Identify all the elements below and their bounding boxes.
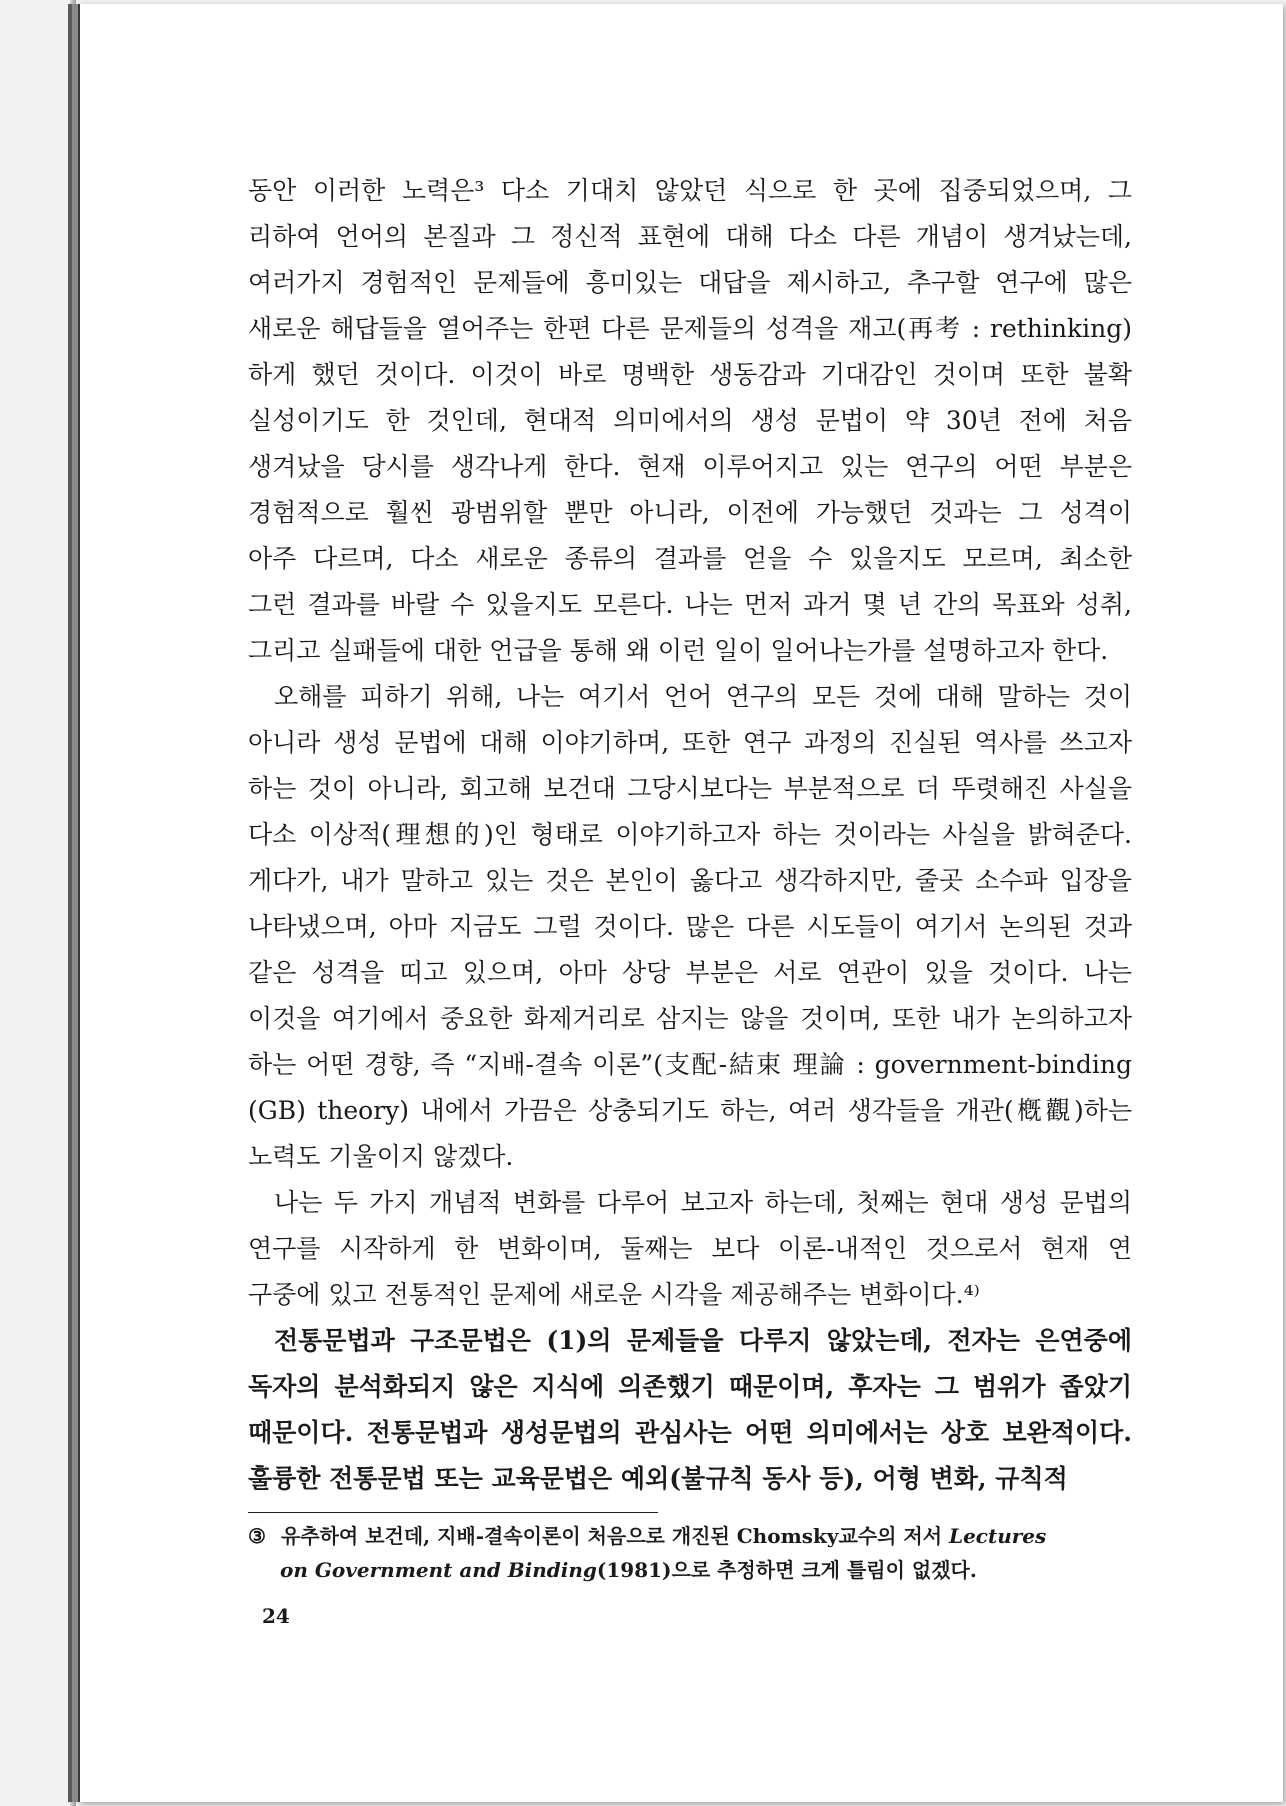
text-line: 같은 성격을 띠고 있으며, 아마 상당 부분은 서로 연관이 있을 것이다. 나는 <box>248 958 1132 987</box>
text-line: 노력도 기울이지 않겠다. <box>248 1142 514 1171</box>
text-line: (GB) theory) 내에서 가끔은 상충되기도 하는, 여러 생각들을 개관(槪觀)하는 <box>248 1096 1132 1125</box>
page-number: 24 <box>262 1604 290 1628</box>
text-line: 하는 것이 아니라, 회고해 보건대 그당시보다는 부분적으로 더 뚜렷해진 사실을 <box>248 774 1132 803</box>
text-line: 다소 이상적(理想的)인 형태로 이야기하고자 하는 것이라는 사실을 밝혀준다. <box>248 820 1132 849</box>
page-edge <box>70 0 76 1806</box>
text-line: 오해를 피하기 위해, 나는 여기서 언어 연구의 모든 것에 대해 말하는 것이 <box>274 682 1132 711</box>
text-line: 이것을 여기에서 중요한 화제거리로 삼지는 않을 것이며, 또한 내가 논의하고자 <box>248 1004 1132 1033</box>
text-line: 그리고 실패들에 대한 언급을 통해 왜 이런 일이 일어나는가를 설명하고자 한다. <box>248 636 1109 665</box>
text-line: 나는 두 가지 개념적 변화를 다루어 보고자 하는데, 첫째는 현대 생성 문법의 <box>274 1188 1132 1217</box>
paragraph-p4 <box>248 1318 1132 1502</box>
text-line: 훌륭한 전통문법 또는 교육문법은 예외(불규칙 동사 등), 어형 변화, 규칙적 <box>248 1464 1068 1493</box>
footnote-book-title-1: Lectures <box>949 1524 1047 1548</box>
text-line: 독자의 분석화되지 않은 지식에 의존했기 때문이며, 후자는 그 범위가 좁았기 <box>248 1372 1132 1401</box>
paragraph-p2 <box>248 674 1132 1180</box>
footnote <box>248 1519 1132 1587</box>
paragraph-p1 <box>248 168 1132 674</box>
text-line: 연구를 시작하게 한 변화이며, 둘째는 보다 이론-내적인 것으로서 현재 연 <box>248 1234 1132 1263</box>
text-line: 하게 했던 것이다. 이것이 바로 명백한 생동감과 기대감인 것이며 또한 불확 <box>248 360 1132 389</box>
text-line: 그런 결과를 바랄 수 있을지도 모른다. 나는 먼저 과거 몇 년 간의 목표와 성취, <box>248 590 1132 619</box>
text-line: 실성이기도 한 것인데, 현대적 의미에서의 생성 문법이 약 30년 전에 처음 <box>248 406 1132 435</box>
text-line: 동안 이러한 노력은³ 다소 기대치 않았던 식으로 한 곳에 집중되었으며, 그 <box>248 176 1132 205</box>
text-line: 때문이다. 전통문법과 생성문법의 관심사는 어떤 의미에서는 상호 보완적이다. <box>248 1418 1132 1447</box>
text-line: 게다가, 내가 말하고 있는 것은 본인이 옳다고 생각하지만, 줄곳 소수파 입장을 <box>248 866 1132 895</box>
text-line: 경험적으로 훨씬 광범위할 뿐만 아니라, 이전에 가능했던 것과는 그 성격이 <box>248 498 1132 527</box>
text-line: 나타냈으며, 아마 지금도 그럴 것이다. 많은 다른 시도들이 여기서 논의된 것과 <box>248 912 1132 941</box>
paragraphs-container <box>248 168 1132 1502</box>
footnote-mark: ③ <box>248 1524 266 1548</box>
paragraph-p3 <box>248 1180 1132 1318</box>
text-line: 새로운 해답들을 열어주는 한편 다른 문제들의 성격을 재고(再考 : rethinking) <box>248 314 1132 343</box>
footnote-text-1: 유추하여 보건데, 지배-결속이론이 처음으로 개진된 Chomsky교수의 저서 <box>280 1524 943 1548</box>
footnote-rule <box>248 1512 658 1513</box>
text-line: 전통문법과 구조문법은 (1)의 문제들을 다루지 않았는데, 전자는 은연중에 <box>274 1326 1132 1355</box>
footnote-book-title-2: on Government and Binding <box>280 1558 597 1582</box>
text-line: 아니라 생성 문법에 대해 이야기하며, 또한 연구 과정의 진실된 역사를 쓰고자 <box>248 728 1132 757</box>
footnote-line-2 <box>248 1553 1132 1587</box>
text-line: 구중에 있고 전통적인 문제에 새로운 시각을 제공해주는 변화이다.⁴⁾ <box>248 1280 980 1309</box>
page-body <box>248 168 1132 1587</box>
footnote-text-2: (1981)으로 추정하면 크게 틀림이 없겠다. <box>596 1558 977 1582</box>
text-line: 하는 어떤 경향, 즉 “지배-결속 이론”(支配-結束 理論 : government-binding <box>248 1050 1132 1079</box>
text-line: 리하여 언어의 본질과 그 정신적 표현에 대해 다소 다른 개념이 생겨났는데, <box>248 222 1132 251</box>
footnote-line-1 <box>248 1519 1132 1553</box>
text-line: 아주 다르며, 다소 새로운 종류의 결과를 얻을 수 있을지도 모르며, 최소한 <box>248 544 1132 573</box>
text-line: 여러가지 경험적인 문제들에 흥미있는 대답을 제시하고, 추구할 연구에 많은 <box>248 268 1132 297</box>
text-line: 생겨났을 당시를 생각나게 한다. 현재 이루어지고 있는 연구의 어떤 부분은 <box>248 452 1132 481</box>
